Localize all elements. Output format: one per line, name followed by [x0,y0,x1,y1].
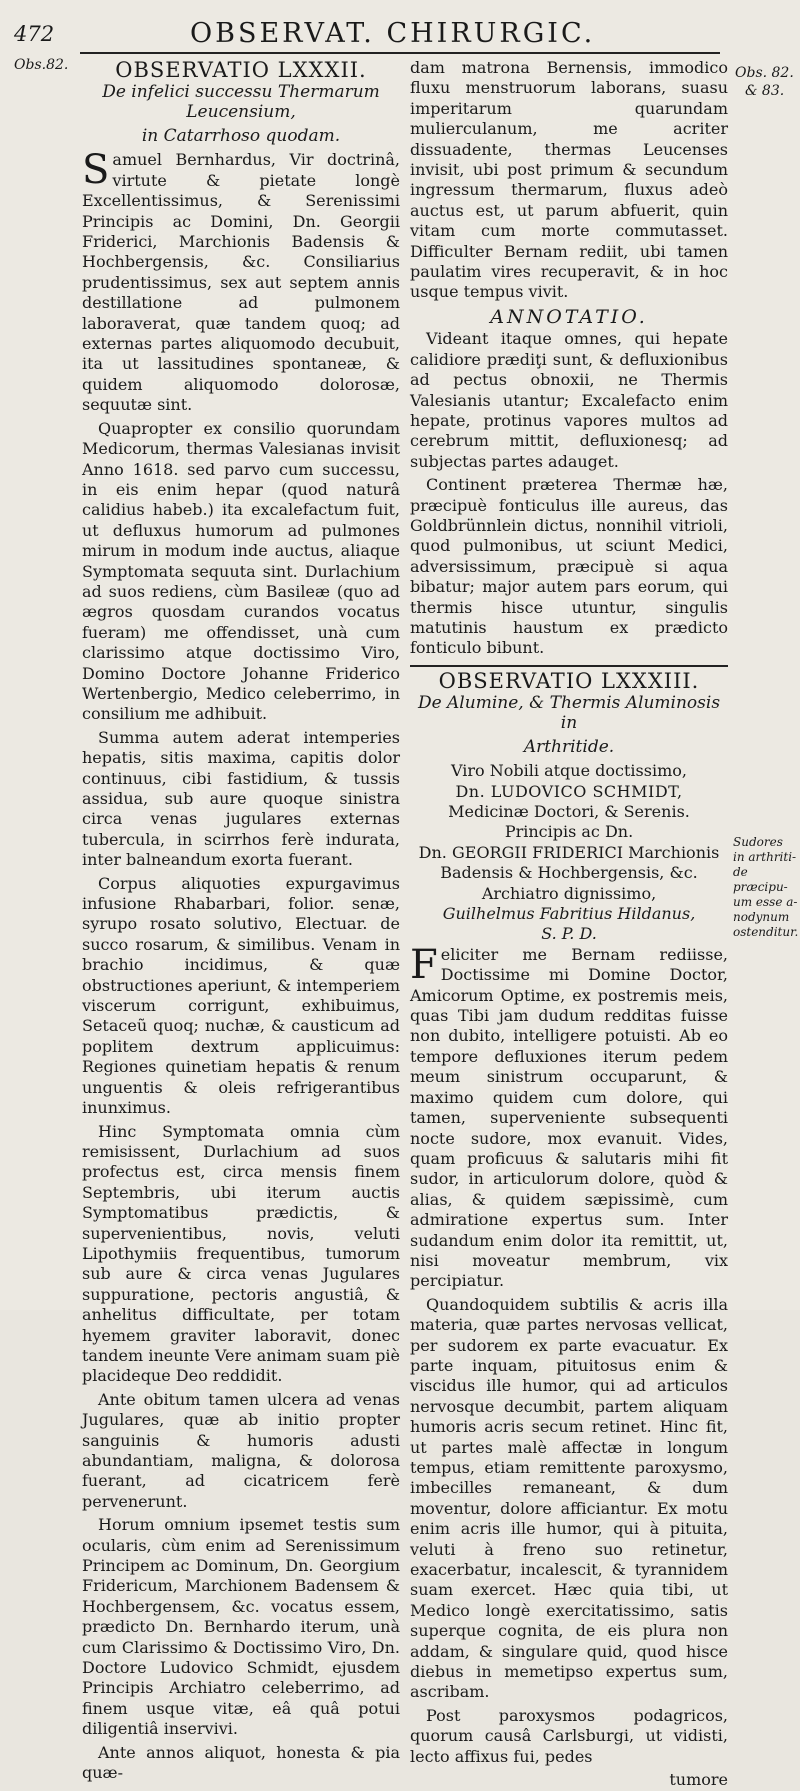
annotatio-paragraph: Videant itaque omnes, qui hepate calidiore prædiţi sunt, & defluxionibus ad pectus obnoxii, ne Thermis Valesianis utantur; Excalefacto enim hepate, protinus vapores multos ad cerebrum mittit, defluxionesq; ad subjectas partes adauget. [410,329,728,471]
margin-note-line: in arthriti- [733,850,797,864]
author-line: Guilhelmus Fabritius Hildanus, [442,904,696,924]
header-rule [80,52,720,54]
paragraph: Quapropter ex consilio quorundam Medicorum, thermas Valesianas invisit Anno 1618. sed parvo cum successu, in eis enim hepar (quod naturâ calidius habeb.) ita excalefactum fuit, ut defluxus humorum ad pulmones mirum in modum inde auctus, aliaque Symptomata sequuta sint. Durlachium ad suos rediens, cùm Basileæ (quo ad ægros quosdam curandos vocatus fueram) me offendisset, unà cum clarissimo atque doctissimo Viro, Domino Doctore Johanne Friderico Wertenbergio, Medico celeberrimo, in consilium me adhibuit. [82,418,400,724]
margin-note-obs82: Obs.82. [14,57,69,73]
margin-note-line: Sudores [733,835,783,849]
paragraph-continued: dam matrona Bernensis, immodico fluxu menstruorum laborans, suasu imperitarum quarundam mulierculanum, me acriter dissuadente, thermas Leucenses invisit, ubi post primum & secundum ingressum thermarum, fluxus adeò auctus est, ut parum abfuerit, quin vitam cum morte commutasset. Difficulter Bernam rediit, ubi tamen paulatim vires recuperavit, & in hoc usque tempus vivit. [410,58,728,302]
page-header [0,8,800,48]
dedication-line: Medicinæ Doctori, & Serenis. Principis ac Dn. [448,802,690,842]
letter-paragraph: Feliciter me Bernam rediisse, Doctissime mi Domine Doctor, Amicorum Optime, ex postremis meis, quas Tibi jam dudum redditas fuisse non dubito, intelligere potuisti. Ab eo tempore defluxiones iterum pedem meum sinistrum occuparunt, & maximo quidem cum dolore, qui tamen, superveniente subsequenti nocte sudore, mox evanuit. Vides, quam proficuus & salutaris mihi fit sudor, in articulorum dolore, quòd & alias, & quidem sæpissimè, cum admiratione expertus sum. Inter sudandum enim dolor ita remittit, ut, nisi moveatur membrum, vix percipiatur. [410,941,728,1291]
observation-82-subtitle-line-1: De infelici successu Thermarum Leucensium, [102,82,380,123]
section-rule [410,665,728,667]
running-head: OBSERVAT. CHIRURGIC. [190,18,596,49]
margin-note-line: de præcipu- [733,865,788,894]
margin-note-obs82-right: Obs. 82. [735,65,794,81]
left-column [82,58,400,1783]
observation-83-subtitle-line-1: De Alumine, & Thermis Aluminosis in [417,693,721,734]
letter-paragraph: Quandoquidem subtilis & acris illa materia, quæ partes nervosas vellicat, per sudorem ex parte evacuatur. Ex parte inquam, pituitosus enim & viscidus ille humor, qui ad articulos nervosque decumbit, partem aliquam humoris acris secum retinet. Hinc fit, ut partes malè affectæ in longum tempus, etiam remittente paroxysmo, imbecilles remaneant, & dum moventur, dolore afficiantur. Ex motu enim acris ille humor, qui à pituita, veluti à freno suo retinetur, exacerbatur, incalescit, & tyrannidem suam exercet. Hæc quia tibi, ut Medico longè exercitatissimo, satis superque cognita, de eis plura non addam, & singulare quid, quod hisce diebus in memetipso expertus sum, ascribam. [410,1294,728,1702]
paragraph: Ante obitum tamen ulcera ad venas Jugulares, quæ ab initio propter sanguinis & humoris adusti abundantiam, maligna, & dolorosa fuerant, ad cicatricem ferè pervenerunt. [82,1389,400,1511]
paragraph: Horum omnium ipsemet testis sum ocularis, cùm enim ad Serenissimum Principem ac Dominum, Dn. Georgium Fridericum, Marchionem Badensem & Hochbergensem, &c. vocatus essem, prædicto Dn. Bernhardo iterum, unà cum Clarissimo & Doctissimo Viro, Dn. Doctore Ludovico Schmidt, ejusdem Principis Archiatro celeberrimo, ad finem usque vitæ, eâ quâ potui diligentiâ inservivi. [82,1515,400,1739]
catchword: tumore [669,1770,728,1790]
observation-83-title: OBSERVATIO LXXXIII. [438,668,700,693]
salutation: S. P. D. [541,924,597,944]
annotatio-title: ANNOTATIO. [490,305,648,328]
margin-note-sudor [733,835,800,940]
margin-note-obs83-right: & 83. [745,83,785,99]
margin-note-line: nodynum [733,910,790,924]
letter-paragraph: Post paroxysmos podagricos, quorum causâ Carlsburgi, ut vidisti, lecto affixus fui, pedes [410,1705,728,1766]
paragraph: Samuel Bernhardus, Vir doctrinâ, virtute & pietate longè Excellentissimus, & Serenissimi Principis ac Domini, Dn. Georgii Friderici, Marchionis Badensis & Hochbergensis, &c. Consiliarius prudentissimus, sex aut septem annis destillatione ad pulmonem laboraverat, quæ tandem quoq; ad externas partes aliquomodo decubuit, ita ut lassitudines spontaneæ, & quidem aliquomodo dolorosæ, sequutæ sint. [82,147,400,415]
margin-note-line: ostenditur. [733,925,799,939]
annotatio-paragraph: Continent præterea Thermæ hæ, præcipuè fonticulus ille aureus, das Goldbrünnlein dictus, nonnihil vitrioli, quod pulmonibus, ut sciunt Medici, adversissimum, præcipuè si aqua bibatur; major autem pars eorum, qui thermis hisce utuntur, singulis matutinis haustum ex prædicto fonticulo bibunt. [410,475,728,658]
observation-82-title: OBSERVATIO LXXXII. [115,58,367,82]
margin-note-line: um esse a- [733,895,798,909]
paragraph: Ante annos aliquot, honesta & pia quæ- [82,1742,400,1783]
page-number: 472 [14,22,55,46]
dedication-line: Dn. LUDOVICO SCHMIDT, [455,781,683,801]
observation-82-subtitle-line-2: in Catarrhoso quodam. [141,126,341,147]
paragraph: Hinc Symptomata omnia cùm remisissent, Durlachium ad suos profectus est, circa mensis finem Septembris, ubi iterum auctis Symptomatibus prædictis, & supervenientibus, novis, veluti Lipothymiis frequentibus, tumorum sub aure & circa venas Jugulares suppuratione, pectoris angustiâ, & anhelitus difficultate, per totam hyemem graviter laboravit, donec tandem ineunte Vere animam suam piè placideque Deo reddidit. [82,1121,400,1386]
paragraph: Summa autem aderat intemperies hepatis, sitis maxima, capitis dolor continuus, cibi fastidium, & tussis assidua, sub aure quoque sinistra circa venas jugulares externas tubercula, in scirrhos ferè indurata, inter balneandum exorta fuerant. [82,727,400,870]
observation-83-subtitle-line-2: Arthritide. [523,737,615,758]
dedication-line: Dn. GEORGII FRIDERICI Marchionis Badensis & Hochbergensis, &c. Archiatro dignissimo, [418,842,720,903]
right-column [410,58,728,1790]
paragraph: Corpus aliquoties expurgavimus infusione Rhabarbari, folior. senæ, syrupo rosato solutivo, Electuar. de succo rosarum, & similibus. Venam in brachio incidimus, & quæ obstructiones aperiunt, & intemperiem viscerum corrigunt, exhibuimus, Setaceũ quoq; nuchæ, & causticum ad poplitem dextrum applicuimus: Regiones quinetiam hepatis & renum unguentis & oleis refrigerantibus inunximus. [82,873,400,1118]
dedication-line: Viro Nobili atque doctissimo, [451,761,687,781]
